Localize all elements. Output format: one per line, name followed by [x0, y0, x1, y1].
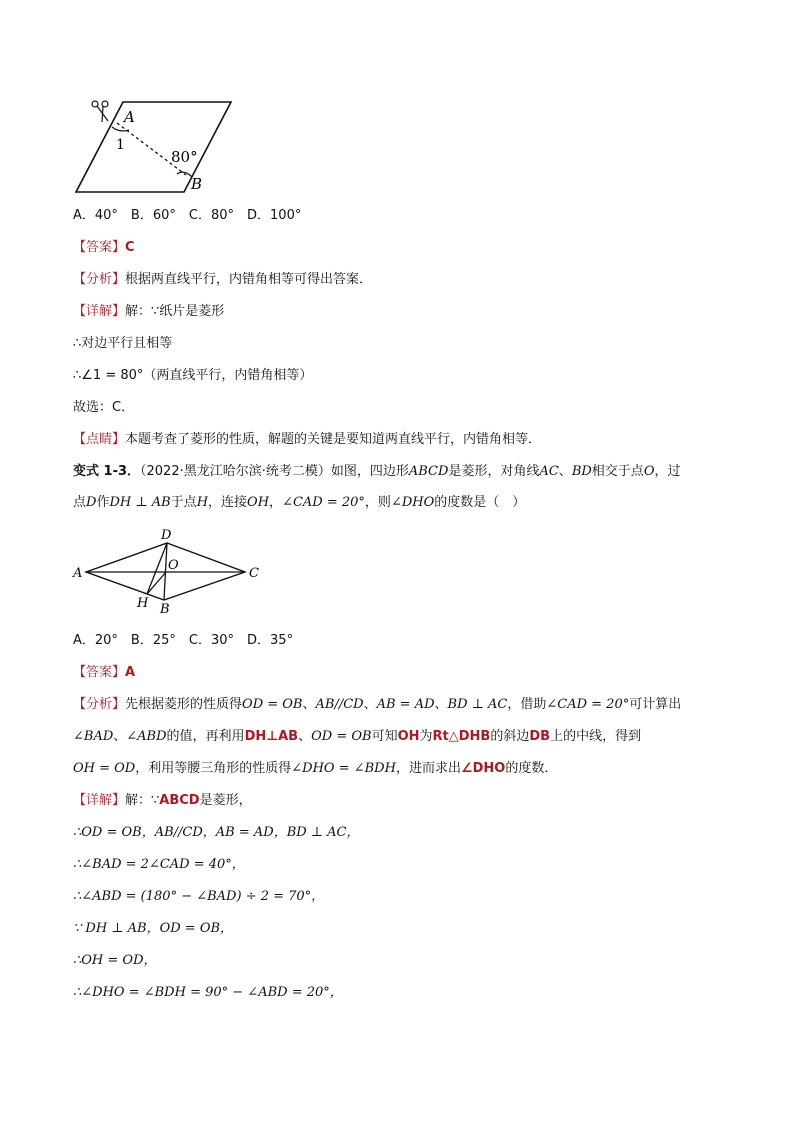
detail-text: 解：∵ — [125, 793, 160, 808]
stem-text: ， — [269, 495, 283, 510]
detail-tag: 【详解】 — [73, 793, 126, 808]
angle-1-arc — [112, 127, 129, 131]
stem-text: ，连接 — [208, 495, 248, 510]
segment-dh — [147, 543, 167, 594]
stem-text: （2022·黑龙江哈尔滨·统考二模）如图，四边形 — [140, 464, 409, 479]
stem-text: 相交于点 — [591, 464, 644, 479]
rhombus-outline — [76, 102, 231, 192]
q2-stem-line-1 — [73, 463, 681, 481]
label-80: 80° — [171, 148, 198, 166]
comment-tag: 【点睛】 — [73, 432, 126, 447]
q1-comment — [73, 431, 541, 449]
q2-analysis-line-1 — [73, 696, 681, 714]
label-h: H — [137, 596, 149, 611]
figure-rhombus-abcd — [70, 527, 270, 617]
stem-text: 是菱形，对角线 — [448, 464, 540, 479]
answer-tag: 【答案】 — [73, 665, 126, 680]
analysis-math: ∠DHO = ∠BDH — [291, 761, 396, 776]
stem-text: 、 — [558, 464, 572, 479]
q2-detail-line-3: ∴∠BAD = 2∠CAD = 40°， — [73, 857, 245, 872]
stem-text: 于点 — [170, 495, 197, 510]
detail-text: 是菱形， — [199, 793, 252, 808]
answer-value: C — [125, 240, 135, 255]
analysis-math: OD = OB — [311, 729, 372, 744]
stem-math: ABCD — [408, 464, 449, 479]
analysis-text: ，进而求出 — [395, 761, 461, 776]
label-c: C — [249, 566, 259, 581]
segment-oh — [147, 572, 166, 594]
detail-line-3: ∴∠1 = 80°（两直线平行，内错角相等） — [73, 368, 313, 383]
stem-text: 的度数是（ ） — [434, 495, 526, 510]
analysis-text: 的度数． — [505, 761, 558, 776]
analysis-text: 的斜边 — [490, 729, 530, 744]
stem-math: ∠CAD = 20° — [282, 495, 365, 510]
scissors-icon — [92, 101, 108, 122]
analysis-highlight: DH⊥AB — [244, 729, 299, 744]
stem-math: AC — [539, 464, 559, 479]
q2-title-tag: 变式 1-3． — [73, 464, 141, 479]
analysis-text: 、 — [434, 697, 448, 712]
q2-answer — [73, 664, 135, 682]
analysis-text: 、 — [113, 729, 127, 744]
analysis-math: ∠ABD — [126, 729, 167, 744]
q2-detail-line-5: ∵ DH ⊥ AB，OD = OB， — [73, 921, 234, 936]
detail-line-4: 故选：C． — [73, 400, 135, 415]
analysis-text: 根据两直线平行，内错角相等可得出答案． — [125, 272, 373, 287]
analysis-text: 上的中线，得到 — [550, 729, 642, 744]
label-a2: A — [73, 566, 83, 581]
detail-line-2: ∴对边平行且相等 — [73, 336, 173, 351]
analysis-highlight: DB — [529, 729, 551, 744]
analysis-highlight: OH — [397, 729, 420, 744]
q1-detail — [73, 303, 224, 321]
stem-text: 作 — [96, 495, 110, 510]
q2-stem-line-2 — [73, 494, 525, 512]
analysis-math: OH = OD — [73, 761, 136, 776]
label-b2: B — [160, 602, 170, 617]
analysis-highlight: ∠DHO — [460, 761, 506, 776]
analysis-text: 为 — [419, 729, 433, 744]
stem-math: OH — [247, 495, 270, 510]
stem-text: ，过 — [654, 464, 681, 479]
analysis-math: AB//CD — [315, 697, 364, 712]
answer-value: A — [125, 665, 136, 680]
stem-math: BD — [571, 464, 592, 479]
detail-tag: 【详解】 — [73, 304, 126, 319]
figure-rhombus-cut — [68, 95, 243, 197]
detail-highlight: ABCD — [159, 793, 200, 808]
label-1: 1 — [116, 137, 125, 153]
analysis-text: ，借助 — [507, 697, 547, 712]
analysis-text: 、 — [298, 729, 312, 744]
stem-math: D — [86, 495, 97, 510]
q1-analysis — [73, 271, 372, 289]
label-a: A — [124, 108, 135, 126]
q2-detail-line-6: ∴OH = OD， — [73, 953, 157, 968]
analysis-text: 可知 — [371, 729, 398, 744]
stem-text: 点 — [73, 495, 87, 510]
stem-math: ∠DHO — [390, 495, 435, 510]
q2-detail-line-7: ∴∠DHO = ∠BDH = 90° − ∠ABD = 20°， — [73, 985, 343, 1000]
analysis-text: 先根据菱形的性质得 — [125, 697, 243, 712]
answer-tag: 【答案】 — [73, 240, 126, 255]
analysis-math: OD = OB — [242, 697, 303, 712]
detail-line-1: 解：∵纸片是菱形 — [125, 304, 225, 319]
analysis-tag: 【分析】 — [73, 272, 126, 287]
q2-analysis-line-3 — [73, 760, 557, 778]
q1-choices: A．40° B．60° C．80° D．100° — [73, 208, 302, 223]
stem-math: O — [643, 464, 655, 479]
comment-text: 本题考查了菱形的性质，解题的关键是要知道两直线平行，内错角相等． — [125, 432, 542, 447]
q2-choices: A．20° B．25° C．30° D．35° — [73, 633, 294, 648]
stem-math: DH ⊥ AB — [109, 495, 171, 510]
analysis-highlight: Rt△DHB — [432, 729, 491, 744]
q2-detail-line-4: ∴∠ABD = (180° − ∠BAD) ÷ 2 = 70°， — [73, 889, 325, 904]
stem-math: H — [196, 495, 209, 510]
analysis-math: ∠BAD — [73, 729, 114, 744]
analysis-text: 的值，再利用 — [166, 729, 245, 744]
q2-detail-line-1 — [73, 792, 252, 810]
label-o: O — [168, 558, 179, 573]
analysis-math: BD ⊥ AC — [447, 697, 508, 712]
q2-detail-line-2: ∴OD = OB，AB//CD，AB = AD，BD ⊥ AC， — [73, 825, 360, 840]
analysis-text: 可计算出 — [629, 697, 682, 712]
label-b: B — [191, 175, 203, 193]
analysis-math: AB = AD — [376, 697, 435, 712]
stem-text: ，则 — [364, 495, 391, 510]
analysis-tag: 【分析】 — [73, 697, 126, 712]
analysis-text: ，利用等腰三角形的性质得 — [135, 761, 292, 776]
analysis-text: 、 — [302, 697, 316, 712]
q1-answer — [73, 239, 135, 257]
analysis-math: ∠CAD = 20° — [546, 697, 630, 712]
q2-analysis-line-2 — [73, 728, 641, 746]
label-d: D — [161, 528, 172, 543]
analysis-text: 、 — [363, 697, 377, 712]
